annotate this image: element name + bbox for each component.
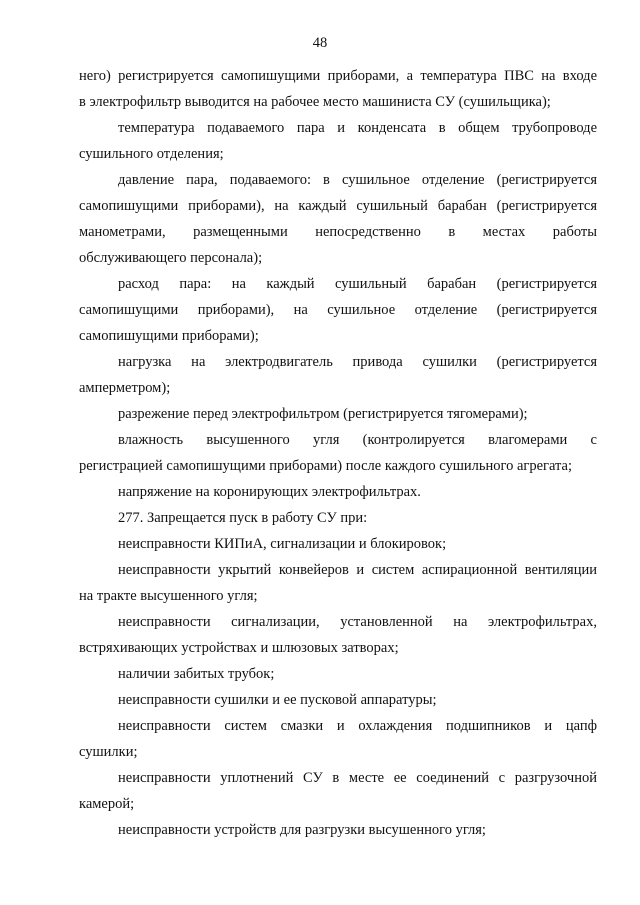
text-line: манометрами, размещенными непосредственно в местах работы [79, 224, 597, 240]
paragraph [79, 713, 597, 765]
text-line: неисправности уплотнений СУ в месте ее соединений с разгрузочной [118, 770, 597, 786]
paragraph [79, 557, 597, 609]
paragraph [79, 765, 597, 817]
text-line: расход пара: на каждый сушильный барабан (регистрируется [118, 276, 597, 292]
paragraph [79, 427, 597, 479]
text-line: встряхивающих устройствах и шлюзовых затворах; [79, 640, 399, 656]
paragraph [79, 505, 597, 531]
text-line: него) регистрируется самопишущими приборами, а температура ПВС на входе [79, 68, 597, 84]
paragraph [79, 401, 597, 427]
text-line: на тракте высушенного угля; [79, 588, 258, 604]
paragraph [79, 115, 597, 167]
text-line: камерой; [79, 796, 135, 812]
text-line: нагрузка на электродвигатель привода сушилки (регистрируется [118, 354, 597, 370]
paragraph [79, 349, 597, 401]
paragraph [79, 63, 597, 115]
text-line: сушильного отделения; [79, 146, 224, 162]
text-line: напряжение на коронирующих электрофильтрах. [118, 484, 421, 500]
page-number: 48 [312, 35, 328, 51]
text-line: регистрацией самопишущими приборами) после каждого сушильного агрегата; [79, 458, 572, 474]
text-line: неисправности укрытий конвейеров и систем аспирационной вентиляции [118, 562, 597, 578]
paragraph [79, 817, 597, 843]
text-line: 277. Запрещается пуск в работу СУ при: [118, 510, 368, 526]
text-line: разрежение перед электрофильтром (регистрируется тягомерами); [118, 406, 528, 422]
text-line: неисправности КИПиА, сигнализации и блокировок; [118, 536, 447, 552]
paragraph [79, 687, 597, 713]
text-line: неисправности сигнализации, установленной на электрофильтрах, [118, 614, 597, 630]
text-line: обслуживающего персонала); [79, 250, 263, 266]
text-line: самопишущими приборами), на сушильное отделение (регистрируется [79, 302, 597, 318]
body-text [79, 63, 597, 843]
paragraph [79, 271, 597, 349]
paragraph [79, 479, 597, 505]
text-line: наличии забитых трубок; [118, 666, 275, 682]
paragraph [79, 167, 597, 271]
text-line: сушилки; [79, 744, 138, 760]
text-line: в электрофильтр выводится на рабочее место машиниста СУ (сушильщика); [79, 94, 551, 110]
text-line: самопишущими приборами), на каждый сушильный барабан (регистрируется [79, 198, 597, 214]
paragraph [79, 531, 597, 557]
text-line: давление пара, подаваемого: в сушильное отделение (регистрируется [118, 172, 597, 188]
text-line: неисправности сушилки и ее пусковой аппаратуры; [118, 692, 437, 708]
paragraph [79, 661, 597, 687]
text-line: самопишущими приборами); [79, 328, 259, 344]
text-line: амперметром); [79, 380, 171, 396]
paragraph [79, 609, 597, 661]
text-line: неисправности устройств для разгрузки высушенного угля; [118, 822, 486, 838]
text-line: влажность высушенного угля (контролируется влагомерами с [118, 432, 597, 448]
text-line: неисправности систем смазки и охлаждения подшипников и цапф [118, 718, 597, 734]
text-line: температура подаваемого пара и конденсата в общем трубопроводе [118, 120, 597, 136]
